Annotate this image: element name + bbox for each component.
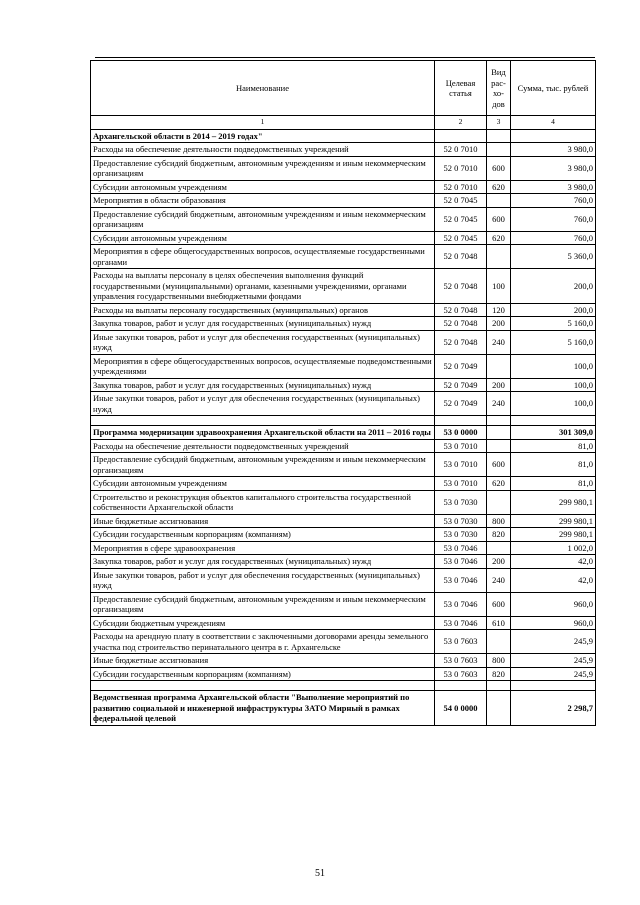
cell-name: Субсидии автономным учреждениям bbox=[91, 180, 435, 194]
cell-vid: 620 bbox=[487, 477, 511, 491]
top-rule bbox=[95, 57, 595, 58]
cell-sum: 200,0 bbox=[511, 269, 596, 304]
cell-vid: 800 bbox=[487, 654, 511, 668]
cell-name: Программа модернизации здравоохранения Архангельской области на 2011 – 2016 годы bbox=[91, 426, 435, 440]
cell-name: Закупка товаров, работ и услуг для государственных (муниципальных) нужд bbox=[91, 378, 435, 392]
column-number-3: 3 bbox=[487, 116, 511, 130]
cell-stat: 53 0 7603 bbox=[435, 630, 487, 654]
cell-vid: 200 bbox=[487, 317, 511, 331]
cell-name: Расходы на обеспечение деятельности подведомственных учреждений bbox=[91, 143, 435, 157]
cell-vid: 200 bbox=[487, 378, 511, 392]
cell-vid: 820 bbox=[487, 528, 511, 542]
cell-vid bbox=[487, 490, 511, 514]
empty-cell bbox=[435, 416, 487, 426]
table-row bbox=[91, 378, 596, 392]
cell-sum: 5 360,0 bbox=[511, 245, 596, 269]
cell-stat: 53 0 7010 bbox=[435, 439, 487, 453]
table-row bbox=[91, 180, 596, 194]
cell-stat: 52 0 7045 bbox=[435, 231, 487, 245]
cell-stat: 52 0 7045 bbox=[435, 194, 487, 208]
cell-vid: 240 bbox=[487, 392, 511, 416]
cell-stat: 52 0 7049 bbox=[435, 354, 487, 378]
cell-vid bbox=[487, 354, 511, 378]
cell-stat: 52 0 7045 bbox=[435, 207, 487, 231]
cell-vid: 820 bbox=[487, 667, 511, 681]
cell-sum: 960,0 bbox=[511, 592, 596, 616]
table-row bbox=[91, 592, 596, 616]
header-vid: Вид рас- хо- дов bbox=[487, 61, 511, 116]
cell-vid: 600 bbox=[487, 453, 511, 477]
cell-stat bbox=[435, 129, 487, 143]
cell-sum: 3 980,0 bbox=[511, 156, 596, 180]
cell-stat: 52 0 7048 bbox=[435, 303, 487, 317]
cell-stat: 52 0 7010 bbox=[435, 156, 487, 180]
table-row bbox=[91, 528, 596, 542]
cell-sum: 3 980,0 bbox=[511, 143, 596, 157]
cell-stat: 53 0 7603 bbox=[435, 654, 487, 668]
table-row bbox=[91, 568, 596, 592]
table-row bbox=[91, 354, 596, 378]
cell-name: Расходы на обеспечение деятельности подведомственных учреждений bbox=[91, 439, 435, 453]
cell-name: Иные бюджетные ассигнования bbox=[91, 654, 435, 668]
cell-name: Расходы на выплаты персоналу в целях обеспечения выполнения функций государственными (муниципальными) органами, казенными учреждениями, органами управления государственными внебюджетными фондами bbox=[91, 269, 435, 304]
table-row bbox=[91, 514, 596, 528]
cell-sum: 760,0 bbox=[511, 231, 596, 245]
table-row bbox=[91, 392, 596, 416]
cell-stat: 52 0 7049 bbox=[435, 392, 487, 416]
cell-vid bbox=[487, 439, 511, 453]
spacer-row bbox=[91, 416, 596, 426]
table-row bbox=[91, 477, 596, 491]
cell-name: Иные закупки товаров, работ и услуг для обеспечения государственных (муниципальных) нужд bbox=[91, 330, 435, 354]
cell-vid: 600 bbox=[487, 592, 511, 616]
table-row bbox=[91, 667, 596, 681]
cell-sum: 760,0 bbox=[511, 207, 596, 231]
header-row bbox=[91, 61, 596, 116]
cell-name: Расходы на арендную плату в соответствии с заключенными договорами аренды земельного участка под строительство перинатального центра в г. Архангельске bbox=[91, 630, 435, 654]
cell-stat: 53 0 7030 bbox=[435, 528, 487, 542]
cell-stat: 53 0 7603 bbox=[435, 667, 487, 681]
table-row bbox=[91, 439, 596, 453]
cell-name: Расходы на выплаты персоналу государственных (муниципальных) органов bbox=[91, 303, 435, 317]
cell-vid: 100 bbox=[487, 269, 511, 304]
cell-vid: 600 bbox=[487, 156, 511, 180]
empty-cell bbox=[511, 416, 596, 426]
table-row bbox=[91, 541, 596, 555]
column-number-4: 4 bbox=[511, 116, 596, 130]
table-row bbox=[91, 231, 596, 245]
cell-sum: 42,0 bbox=[511, 555, 596, 569]
cell-stat: 52 0 7048 bbox=[435, 269, 487, 304]
cell-stat: 53 0 7046 bbox=[435, 616, 487, 630]
cell-stat: 53 0 7010 bbox=[435, 477, 487, 491]
cell-stat: 53 0 7046 bbox=[435, 541, 487, 555]
cell-sum: 1 002,0 bbox=[511, 541, 596, 555]
table-row bbox=[91, 207, 596, 231]
cell-name: Мероприятия в сфере общегосударственных вопросов, осуществляемые государственными органами bbox=[91, 245, 435, 269]
cell-name: Закупка товаров, работ и услуг для государственных (муниципальных) нужд bbox=[91, 317, 435, 331]
cell-stat: 53 0 7046 bbox=[435, 592, 487, 616]
cell-name: Мероприятия в сфере здравоохранения bbox=[91, 541, 435, 555]
cell-sum: 81,0 bbox=[511, 453, 596, 477]
table-row bbox=[91, 691, 596, 726]
cell-name: Субсидии государственным корпорациям (компаниям) bbox=[91, 528, 435, 542]
cell-stat: 52 0 7049 bbox=[435, 378, 487, 392]
page-number: 51 bbox=[315, 868, 325, 879]
cell-vid: 200 bbox=[487, 555, 511, 569]
cell-stat: 52 0 7048 bbox=[435, 245, 487, 269]
cell-vid bbox=[487, 426, 511, 440]
cell-stat: 53 0 7010 bbox=[435, 453, 487, 477]
table-row bbox=[91, 330, 596, 354]
cell-vid bbox=[487, 245, 511, 269]
column-number-2: 2 bbox=[435, 116, 487, 130]
cell-sum: 760,0 bbox=[511, 194, 596, 208]
cell-name: Субсидии автономным учреждениям bbox=[91, 231, 435, 245]
cell-name: Субсидии государственным корпорациям (компаниям) bbox=[91, 667, 435, 681]
header-sum: Сумма, тыс. рублей bbox=[511, 61, 596, 116]
table-row bbox=[91, 490, 596, 514]
cell-vid: 800 bbox=[487, 514, 511, 528]
cell-sum: 81,0 bbox=[511, 477, 596, 491]
cell-sum: 42,0 bbox=[511, 568, 596, 592]
cell-sum: 299 980,1 bbox=[511, 514, 596, 528]
cell-stat: 53 0 7030 bbox=[435, 490, 487, 514]
cell-sum: 245,9 bbox=[511, 667, 596, 681]
cell-name: Мероприятия в сфере общегосударственных вопросов, осуществляемые подведомственными учреждениями bbox=[91, 354, 435, 378]
table-row bbox=[91, 555, 596, 569]
cell-vid bbox=[487, 691, 511, 726]
cell-stat: 54 0 0000 bbox=[435, 691, 487, 726]
empty-cell bbox=[487, 416, 511, 426]
table-row bbox=[91, 156, 596, 180]
cell-name: Иные закупки товаров, работ и услуг для обеспечения государственных (муниципальных) нужд bbox=[91, 392, 435, 416]
cell-stat: 53 0 7046 bbox=[435, 568, 487, 592]
cell-name: Строительство и реконструкция объектов капитального строительства государственной собственности Архангельской области bbox=[91, 490, 435, 514]
cell-sum: 245,9 bbox=[511, 654, 596, 668]
cell-name: Предоставление субсидий бюджетным, автономным учреждениям и иным некоммерческим организациям bbox=[91, 453, 435, 477]
cell-name: Предоставление субсидий бюджетным, автономным учреждениям и иным некоммерческим организациям bbox=[91, 592, 435, 616]
budget-table bbox=[90, 60, 596, 726]
cell-name: Мероприятия в области образования bbox=[91, 194, 435, 208]
table-row bbox=[91, 616, 596, 630]
column-number-1: 1 bbox=[91, 116, 435, 130]
table-row bbox=[91, 654, 596, 668]
cell-name: Предоставление субсидий бюджетным, автономным учреждениям и иным некоммерческим организациям bbox=[91, 207, 435, 231]
table-row bbox=[91, 143, 596, 157]
cell-sum bbox=[511, 129, 596, 143]
cell-name: Ведомственная программа Архангельской области "Выполнение мероприятий по развитию социальной и инженерной инфраструктуры ЗАТО Мирный в рамках федеральной целевой bbox=[91, 691, 435, 726]
table-row bbox=[91, 453, 596, 477]
cell-stat: 52 0 7010 bbox=[435, 180, 487, 194]
cell-name: Иные бюджетные ассигнования bbox=[91, 514, 435, 528]
cell-sum: 245,9 bbox=[511, 630, 596, 654]
cell-sum: 200,0 bbox=[511, 303, 596, 317]
empty-cell bbox=[487, 681, 511, 691]
cell-sum: 299 980,1 bbox=[511, 490, 596, 514]
cell-stat: 52 0 7010 bbox=[435, 143, 487, 157]
cell-sum: 301 309,0 bbox=[511, 426, 596, 440]
empty-cell bbox=[91, 416, 435, 426]
cell-sum: 2 298,7 bbox=[511, 691, 596, 726]
cell-sum: 100,0 bbox=[511, 354, 596, 378]
cell-vid bbox=[487, 630, 511, 654]
cell-vid: 610 bbox=[487, 616, 511, 630]
table-row bbox=[91, 129, 596, 143]
cell-sum: 960,0 bbox=[511, 616, 596, 630]
cell-name: Предоставление субсидий бюджетным, автономным учреждениям и иным некоммерческим организациям bbox=[91, 156, 435, 180]
table-row bbox=[91, 317, 596, 331]
cell-vid bbox=[487, 194, 511, 208]
cell-sum: 5 160,0 bbox=[511, 317, 596, 331]
cell-vid: 620 bbox=[487, 231, 511, 245]
table-row bbox=[91, 426, 596, 440]
cell-name: Иные закупки товаров, работ и услуг для обеспечения государственных (муниципальных) нужд bbox=[91, 568, 435, 592]
budget-table-body bbox=[91, 61, 596, 726]
cell-stat: 52 0 7048 bbox=[435, 330, 487, 354]
spacer-row bbox=[91, 681, 596, 691]
cell-name: Субсидии бюджетным учреждениям bbox=[91, 616, 435, 630]
column-number-row bbox=[91, 116, 596, 130]
cell-name: Субсидии автономным учреждениям bbox=[91, 477, 435, 491]
cell-vid bbox=[487, 129, 511, 143]
cell-sum: 5 160,0 bbox=[511, 330, 596, 354]
cell-name: Закупка товаров, работ и услуг для государственных (муниципальных) нужд bbox=[91, 555, 435, 569]
cell-vid: 120 bbox=[487, 303, 511, 317]
cell-stat: 53 0 7030 bbox=[435, 514, 487, 528]
cell-vid bbox=[487, 143, 511, 157]
header-name: Наименование bbox=[91, 61, 435, 116]
cell-stat: 52 0 7048 bbox=[435, 317, 487, 331]
cell-sum: 299 980,1 bbox=[511, 528, 596, 542]
cell-name: Архангельской области в 2014 – 2019 годах" bbox=[91, 129, 435, 143]
table-row bbox=[91, 269, 596, 304]
cell-sum: 100,0 bbox=[511, 392, 596, 416]
cell-sum: 81,0 bbox=[511, 439, 596, 453]
header-stat: Целевая статья bbox=[435, 61, 487, 116]
cell-stat: 53 0 7046 bbox=[435, 555, 487, 569]
table-row bbox=[91, 194, 596, 208]
table-row bbox=[91, 245, 596, 269]
cell-vid: 240 bbox=[487, 568, 511, 592]
table-row bbox=[91, 630, 596, 654]
table-row bbox=[91, 303, 596, 317]
cell-sum: 3 980,0 bbox=[511, 180, 596, 194]
cell-vid: 240 bbox=[487, 330, 511, 354]
cell-stat: 53 0 0000 bbox=[435, 426, 487, 440]
empty-cell bbox=[511, 681, 596, 691]
cell-sum: 100,0 bbox=[511, 378, 596, 392]
cell-vid bbox=[487, 541, 511, 555]
cell-vid: 620 bbox=[487, 180, 511, 194]
empty-cell bbox=[435, 681, 487, 691]
cell-vid: 600 bbox=[487, 207, 511, 231]
empty-cell bbox=[91, 681, 435, 691]
